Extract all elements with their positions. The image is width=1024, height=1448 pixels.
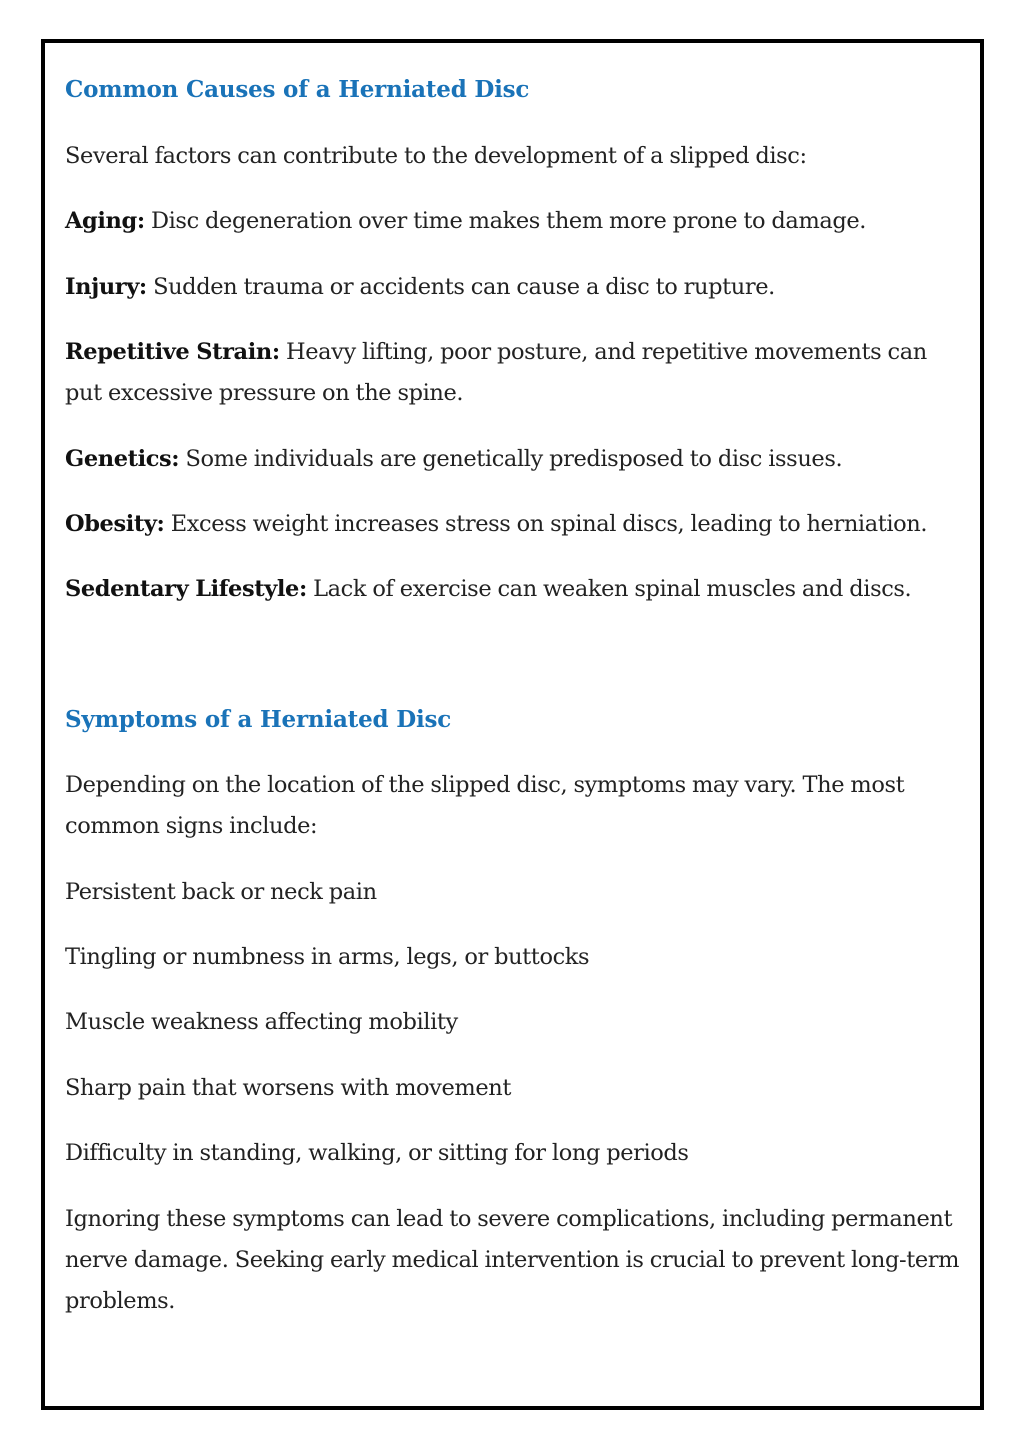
cause-text: Heavy lifting, poor posture, and repetitive movements can put excessive pressure on the spine. bbox=[65, 339, 927, 406]
cause-term: Repetitive Strain: bbox=[65, 339, 280, 365]
symptom-item: Difficulty in standing, walking, or sitting for long periods bbox=[65, 1140, 689, 1166]
causes-heading: Common Causes of a Herniated Disc bbox=[65, 76, 530, 103]
symptom-item: Muscle weakness affecting mobility bbox=[65, 1009, 458, 1035]
cause-item-repetitive-strain bbox=[65, 332, 965, 414]
symptom-item: Persistent back or neck pain bbox=[65, 879, 377, 905]
cause-text: Lack of exercise can weaken spinal muscles and discs. bbox=[306, 576, 912, 602]
cause-item-genetics bbox=[65, 439, 965, 480]
cause-text: Some individuals are genetically predisposed to disc issues. bbox=[179, 446, 843, 472]
symptom-item: Sharp pain that worsens with movement bbox=[65, 1075, 511, 1101]
cause-text: Excess weight increases stress on spinal discs, leading to herniation. bbox=[164, 511, 928, 537]
cause-item-obesity bbox=[65, 504, 965, 545]
cause-text: Disc degeneration over time makes them more prone to damage. bbox=[144, 208, 867, 234]
symptoms-closing: Ignoring these symptoms can lead to severe complications, including permanent nerve damage. Seeking early medical intervention is crucial to prevent long-term problems. bbox=[65, 1206, 960, 1314]
symptoms-intro: Depending on the location of the slipped disc, symptoms may vary. The most common signs include: bbox=[65, 772, 905, 839]
cause-term: Injury: bbox=[65, 274, 147, 300]
page-frame bbox=[41, 39, 984, 1410]
cause-term: Aging: bbox=[65, 208, 145, 234]
causes-intro: Several factors can contribute to the development of a slipped disc: bbox=[65, 143, 807, 169]
cause-term: Obesity: bbox=[65, 511, 165, 537]
cause-item-sedentary-lifestyle bbox=[65, 569, 965, 610]
symptoms-heading: Symptoms of a Herniated Disc bbox=[65, 706, 452, 733]
cause-text: Sudden trauma or accidents can cause a disc to rupture. bbox=[146, 274, 775, 300]
cause-term: Sedentary Lifestyle: bbox=[65, 576, 307, 602]
cause-item-aging bbox=[65, 201, 965, 242]
cause-term: Genetics: bbox=[65, 446, 180, 472]
symptom-item: Tingling or numbness in arms, legs, or buttocks bbox=[65, 944, 590, 970]
cause-item-injury bbox=[65, 267, 965, 308]
